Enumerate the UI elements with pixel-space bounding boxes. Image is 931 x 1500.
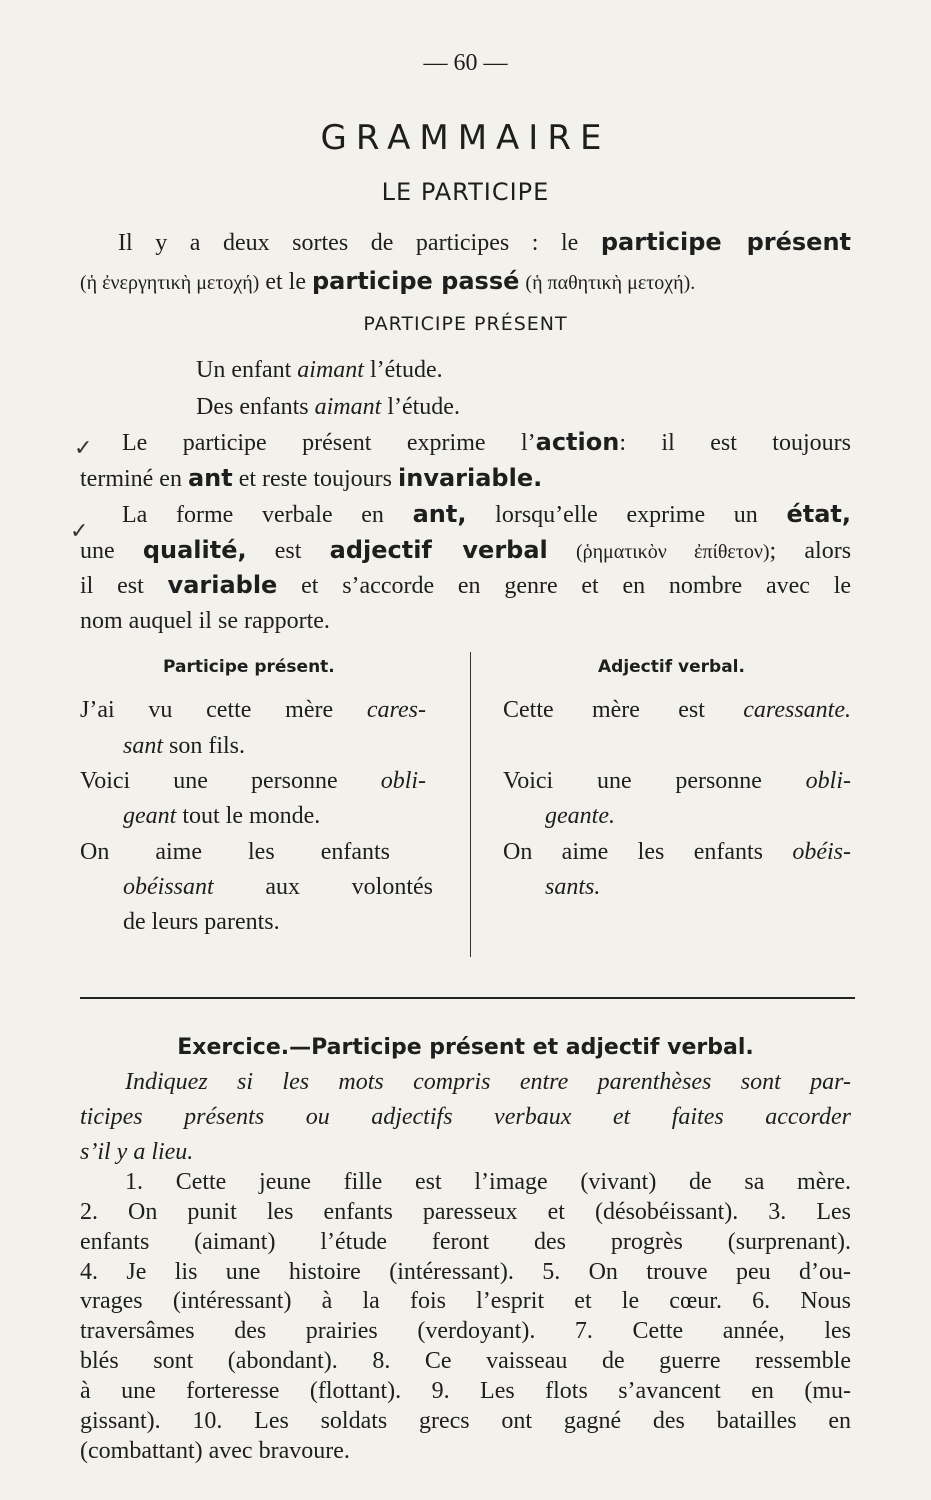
instruction-text: s’il y a lieu. — [80, 1139, 194, 1165]
term-invariable: invariable. — [398, 464, 543, 492]
term-ant: ant — [187, 464, 233, 492]
rule-text: ; alors — [769, 538, 852, 564]
example-1 — [196, 352, 443, 388]
example-text: l’étude. — [369, 357, 443, 383]
table-right-line — [503, 692, 851, 728]
table-left-line — [80, 834, 390, 870]
rule2-line-2 — [80, 532, 851, 570]
instruction-text: ticipes présents ou adjectifs verbaux et faites accorder — [80, 1104, 851, 1130]
example-text: Un enfant — [196, 357, 292, 383]
cell-italic: geant — [123, 803, 177, 829]
intro-line-1 — [118, 224, 851, 261]
table-right-line — [503, 763, 851, 799]
exercise-line: à une forteresse (flottant). 9. Les flots s’avancent en (mu- — [80, 1378, 851, 1404]
rule-text: et reste toujours — [238, 466, 393, 492]
example-text: Des enfants — [196, 394, 309, 420]
rule-text: : il est toujours — [619, 430, 851, 456]
exercise-instructions — [125, 1064, 851, 1100]
table-right-line — [545, 798, 615, 834]
table-left-line — [123, 869, 433, 905]
exercise-line: blés sont (abondant). 8. Ce vaisseau de guerre ressemble — [80, 1348, 851, 1374]
cell-text: Voici une personne — [80, 768, 338, 794]
cell-text: On aime les enfants — [80, 839, 390, 865]
rule-text: est — [274, 538, 302, 564]
term-qualite: qualité, — [142, 536, 247, 564]
cell-italic: sant — [123, 733, 164, 759]
exercise-line: traversâmes des prairies (verdoyant). 7. Cette année, les — [80, 1318, 851, 1344]
example-italic: aimant — [314, 394, 382, 420]
term-ant: ant, — [412, 500, 467, 528]
rule2-line-1 — [122, 496, 851, 533]
cell-italic: cares- — [366, 697, 426, 723]
exercise-line: (combattant) avec bravoure. — [80, 1438, 350, 1464]
section-divider — [80, 997, 855, 999]
term-action: action — [535, 428, 620, 456]
table-left-line — [123, 728, 245, 764]
exercise-heading: Exercice.—Participe présent et adjectif verbal. — [177, 1035, 754, 1060]
greek-term-3: (ῥηματικὸν ἐπίθετον) — [575, 541, 770, 563]
exercise-line: enfants (aimant) l’étude feront des progrès (surprenant). — [80, 1229, 851, 1255]
cell-text: Cette mère est — [503, 697, 705, 723]
column-divider — [470, 652, 471, 957]
cell-italic: caressante. — [743, 697, 852, 723]
term-variable: variable — [167, 571, 278, 599]
rule-text: il est — [80, 573, 144, 599]
rule-text: lorsqu’elle exprime un — [495, 502, 758, 528]
intro-text: Il y a deux sortes de participes : le — [118, 230, 579, 256]
rule1-line-1 — [122, 424, 851, 461]
cell-text: tout le monde. — [182, 803, 321, 829]
greek-term-2: (ἡ παθητικὴ μετοχή). — [525, 272, 696, 294]
column-header-right: Adjectif verbal. — [598, 657, 745, 677]
rule1-line-2 — [80, 460, 542, 497]
rule-text: terminé en — [80, 466, 182, 492]
intro-line-2 — [80, 263, 695, 301]
example-2 — [196, 389, 460, 425]
cell-text: de leurs parents. — [123, 909, 280, 935]
intro-text: et le — [265, 269, 306, 295]
checkmark-icon: ✓ — [74, 436, 93, 461]
column-header-left: Participe présent. — [163, 657, 335, 677]
checkmark-icon: ✓ — [70, 519, 89, 544]
cell-italic: obéissant — [123, 874, 214, 900]
rule-text: et s’accorde en genre et en nombre avec le — [301, 573, 852, 599]
table-right-line — [545, 869, 600, 905]
greek-term-1: (ἡ ἐνεργητικὴ μετοχή) — [80, 272, 260, 294]
section-title: PARTICIPE PRÉSENT — [363, 313, 568, 335]
rule-text: une — [80, 538, 115, 564]
term-etat: état, — [786, 500, 852, 528]
cell-italic: obli- — [805, 768, 851, 794]
exercise-line: 1. Cette jeune fille est l’image (vivant) de sa mère. — [125, 1169, 851, 1195]
cell-text: Voici une personne — [503, 768, 762, 794]
example-italic: aimant — [297, 357, 364, 383]
cell-italic: geante. — [545, 803, 615, 829]
term-participe-passe: participe passé — [312, 267, 520, 295]
term-participe-present: participe présent — [600, 228, 852, 256]
exercise-line: vrages (intéressant) à la fois l’esprit et le cœur. 6. Nous — [80, 1288, 851, 1314]
exercise-instructions — [80, 1099, 851, 1135]
cell-italic: obéis- — [792, 839, 852, 865]
table-left-line — [123, 904, 280, 940]
instruction-text: Indiquez si les mots compris entre parenthèses sont par- — [125, 1069, 851, 1095]
cell-italic: sants. — [545, 874, 601, 900]
page-number: — 60 — — [423, 50, 508, 76]
cell-text: aux volontés — [265, 874, 433, 900]
rule-text: Le participe présent exprime l’ — [122, 430, 536, 456]
exercise-line: 4. Je lis une histoire (intéressant). 5. On trouve peu d’ou- — [80, 1259, 851, 1285]
table-left-line — [80, 763, 426, 799]
subtitle: LE PARTICIPE — [381, 178, 550, 206]
term-adjectif-verbal: adjectif verbal — [329, 536, 548, 564]
exercise-line: 2. On punit les enfants paresseux et (désobéissant). 3. Les — [80, 1199, 851, 1225]
cell-italic: obli- — [380, 768, 427, 794]
page-title: GRAMMAIRE — [320, 118, 611, 158]
table-left-line — [80, 692, 426, 728]
rule-text: La forme verbale en — [122, 502, 384, 528]
rule2-line-3 — [80, 567, 851, 604]
cell-text: On aime les enfants — [503, 839, 763, 865]
table-right-line — [503, 834, 851, 870]
cell-text: J’ai vu cette mère — [80, 697, 334, 723]
cell-text: son fils. — [169, 733, 246, 759]
table-left-line — [123, 798, 320, 834]
exercise-line: gissant). 10. Les soldats grecs ont gagné des batailles en — [80, 1408, 851, 1434]
example-text: l’étude. — [387, 394, 460, 420]
rule2-line-4: nom auquel il se rapporte. — [80, 608, 330, 634]
